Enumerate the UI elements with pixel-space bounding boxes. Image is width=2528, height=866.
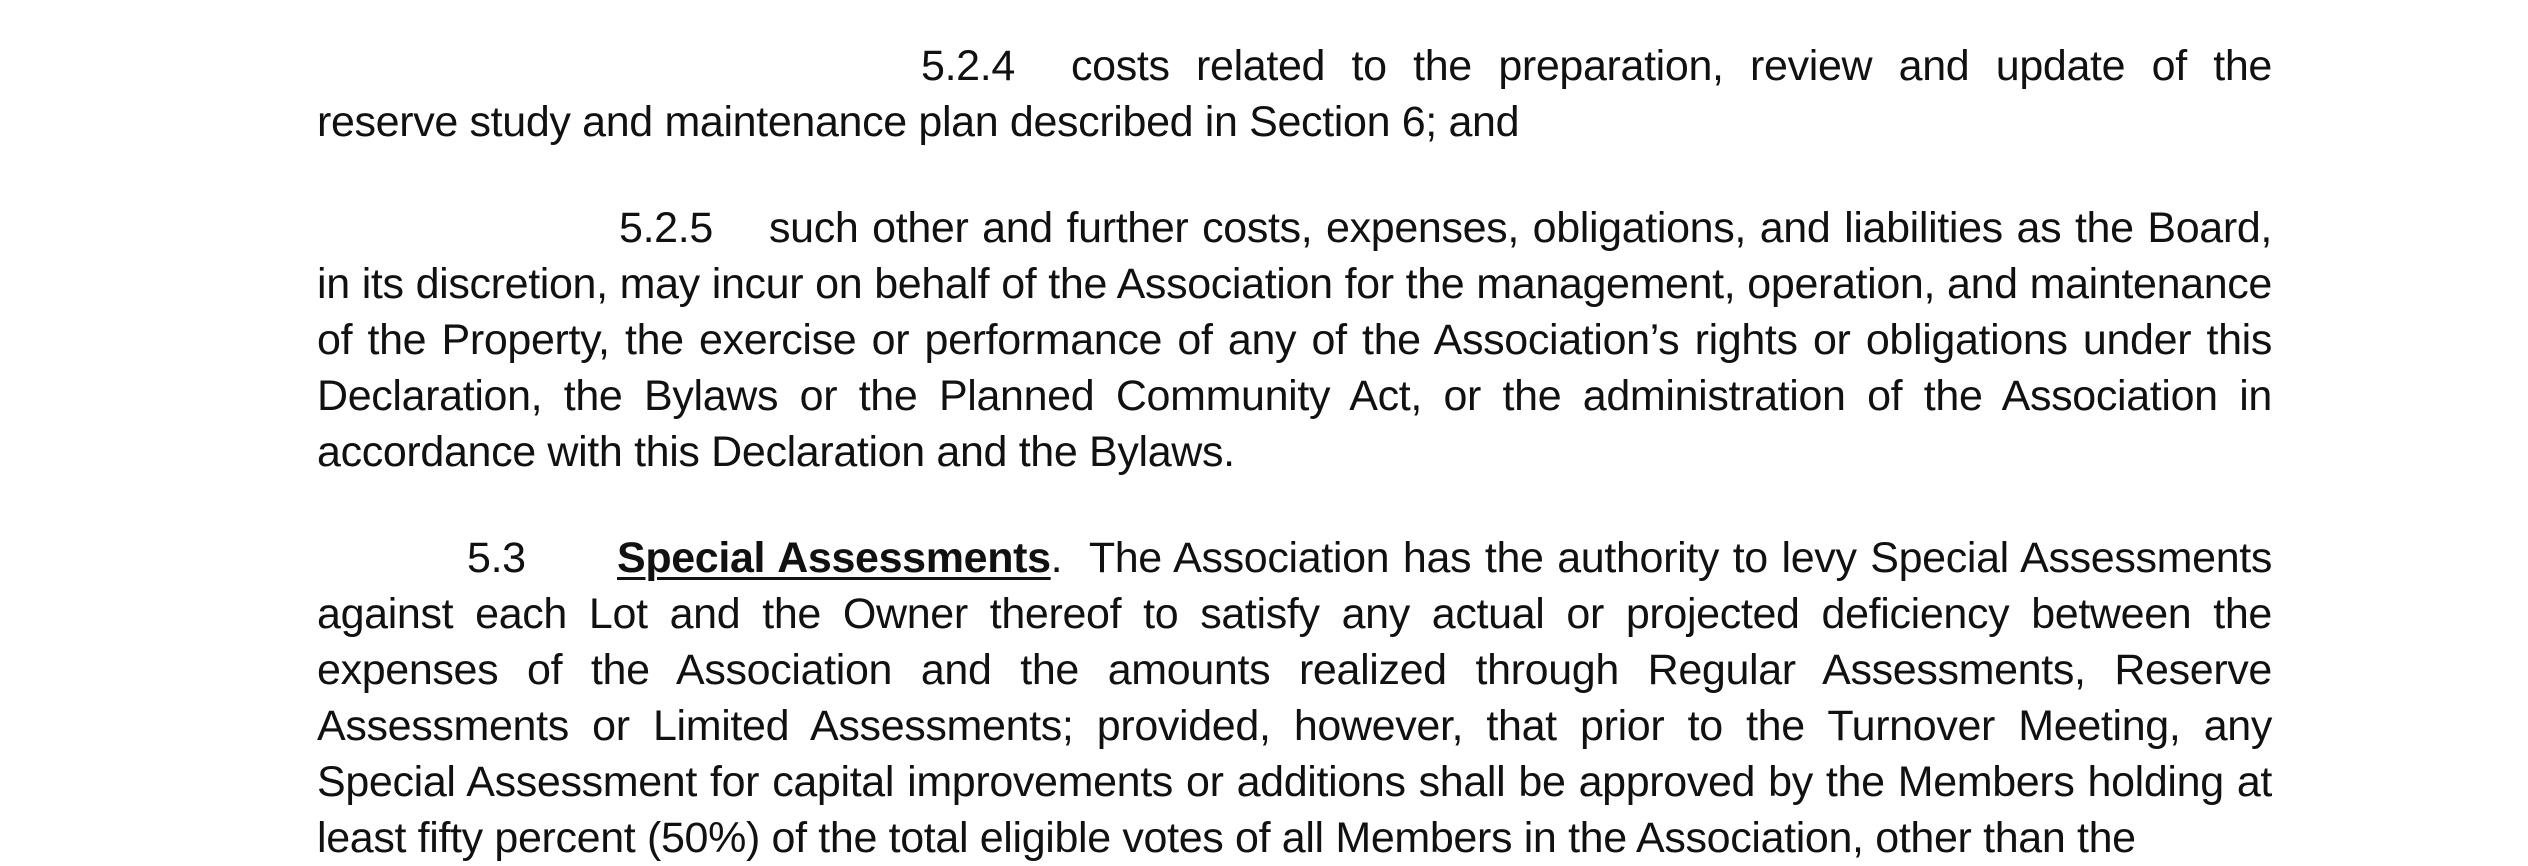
- paragraph-5-2-4: [317, 38, 2272, 150]
- heading-punctuation: .: [1050, 534, 1063, 582]
- paragraph-5-2-5: [317, 200, 2272, 480]
- paragraph-5-3: [317, 530, 2272, 866]
- section-heading: Special Assessments: [617, 534, 1051, 582]
- paragraph-number: 5.2.4: [921, 42, 1015, 90]
- paragraph-text: costs related to the preparation, review and update of the reserve study and maintenance plan described in Section 6; and: [317, 42, 2272, 146]
- section-number: 5.3: [467, 534, 526, 582]
- paragraph-text: such other and further costs, expenses, obligations, and liabilities as the Board, in its discretion, may incur on behalf of the Association for the management, operation, and maintenance of the Property, the exercise or performance of any of the Association’s rights or obligations under this Declaration, the Bylaws or the Planned Community Act, or the administration of the Association in accordance with this Declaration and the Bylaws.: [317, 204, 2272, 476]
- document-page: [317, 38, 2272, 866]
- paragraph-text: The Association has the authority to levy Special Assessments against each Lot and the Owner thereof to satisfy any actual or projected deficiency between the expenses of the Association and the amounts realized through Regular Assessments, Reserve Assessments or Limited Assessments; provided, however, that prior to the Turnover Meeting, any Special Assessment for capital improvements or additions shall be approved by the Members holding at least fifty percent (50%) of the total eligible votes of all Members in the Association, other than the: [317, 534, 2272, 862]
- paragraph-number: 5.2.5: [619, 204, 713, 252]
